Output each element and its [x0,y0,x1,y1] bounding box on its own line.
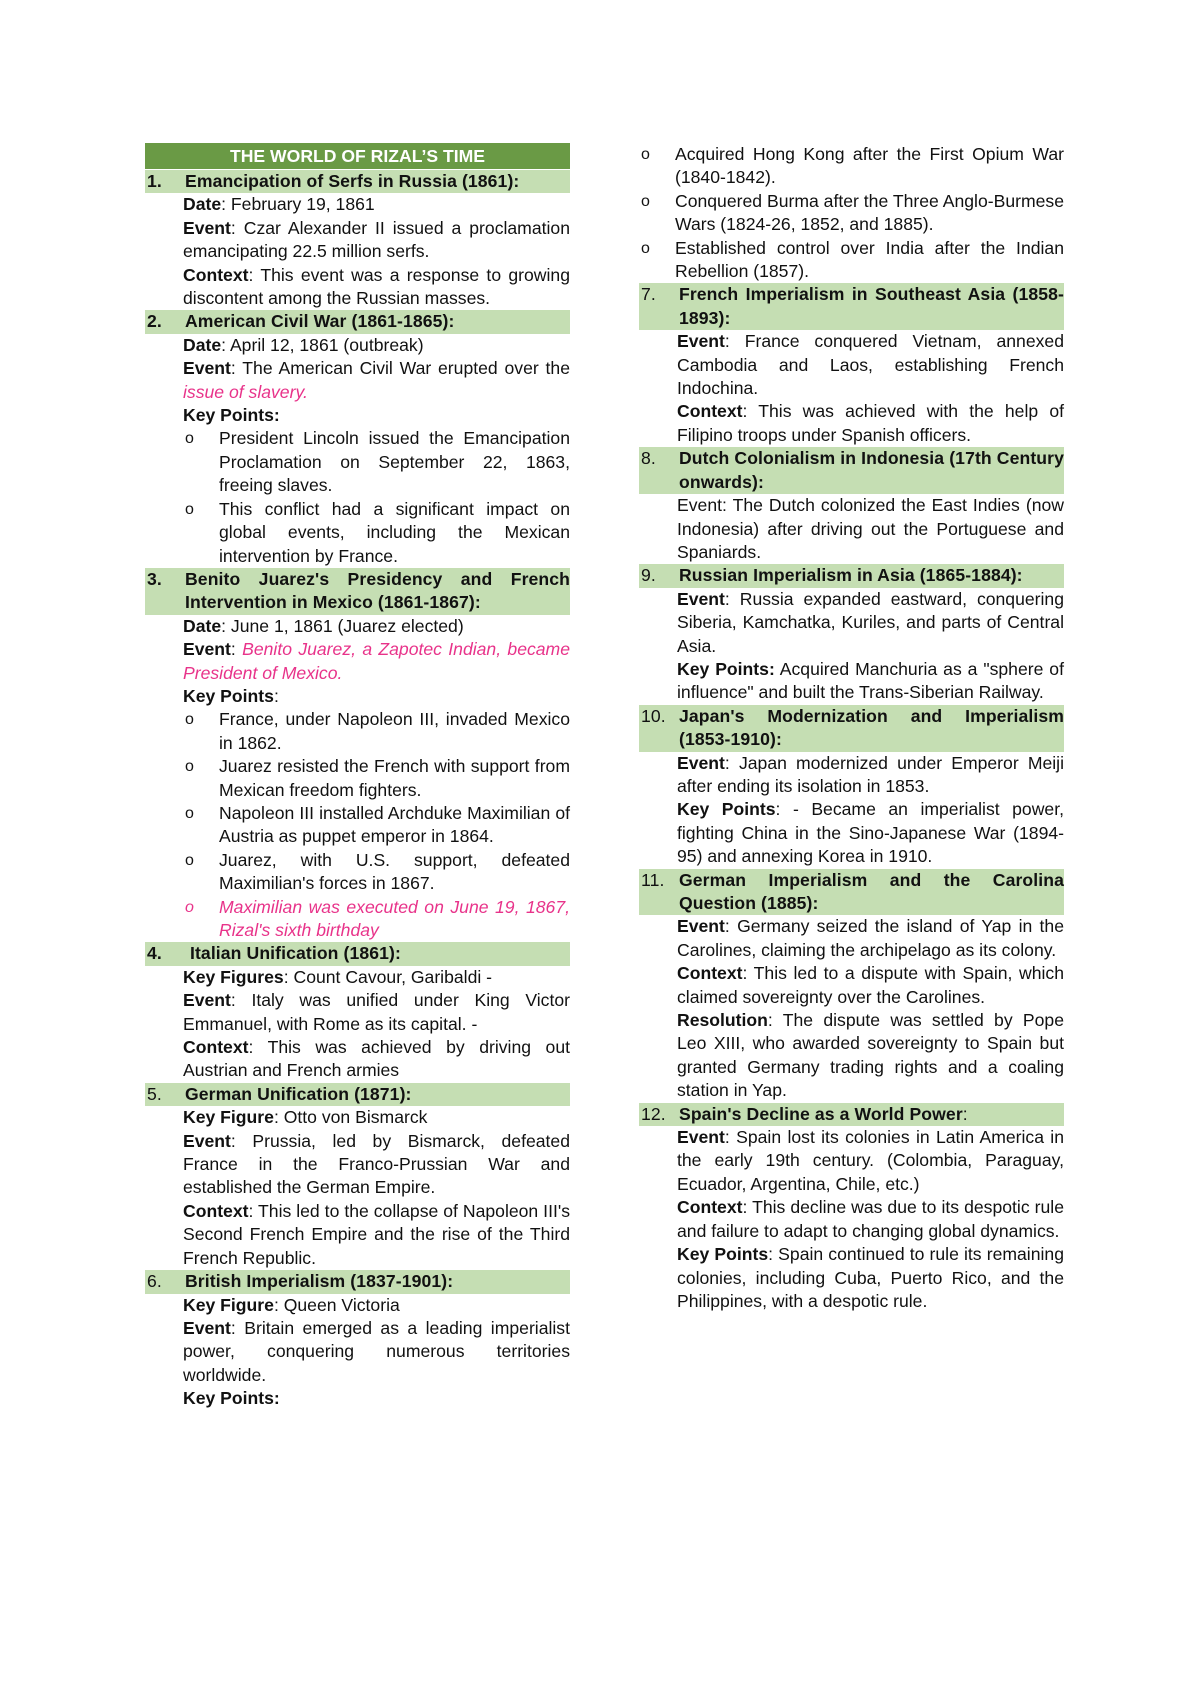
label: Event [183,1130,231,1151]
section-body-7 [639,330,1064,447]
section-body-4 [145,966,570,1083]
text: : February 19, 1861 [221,194,375,215]
section-heading-6 [145,1270,570,1293]
section-title: Japan's Modernization and Imperialism (1853-1910): [679,705,1064,750]
list-item: o This conflict had a significant impact on global events, including the Mexican intervention by France. [183,498,570,568]
section-body-8 [639,494,1064,564]
label: Event [677,1127,725,1148]
section-heading-4 [145,942,570,965]
section-title: British Imperialism (1837-1901): [185,1271,454,1292]
label: Event [677,588,725,609]
section-number: 5. [147,1083,162,1104]
label: Context [677,401,743,422]
section-title: Russian Imperialism in Asia (1865-1884): [679,565,1023,586]
section-title: Emancipation of Serfs in Russia (1861): [185,171,520,191]
label: Key Points [677,1244,769,1265]
text: : [962,1103,968,1124]
label: Event [677,752,725,773]
list-item: o Juarez, with U.S. support, defeated Maximilian's forces in 1867. [183,849,570,896]
label: Event [183,639,231,660]
label: Context [677,963,743,984]
list-item: o President Lincoln issued the Emancipation Proclamation on September 22, 1863, freeing slaves. [183,427,570,497]
text: : Queen Victoria [273,1294,400,1315]
label: Resolution [677,1010,768,1031]
text: : Prussia, led by Bismarck, defeated France in the Franco-Prussian War and established the German Empire. [183,1130,570,1198]
label: Context [677,1197,743,1218]
text: : This was achieved with the help of Filipino troops under Spanish officers. [677,401,1064,445]
section-body-5 [145,1106,570,1270]
section-heading-3 [145,568,570,615]
section-title: German Unification (1871): [185,1083,412,1104]
bullet-list [183,427,570,567]
label: Key Points: [183,1388,280,1409]
list-item: o Established control over India after the Indian Rebellion (1857). [639,237,1064,284]
text: : France conquered Vietnam, annexed Cambodia and Laos, establishing French Indochina. [677,331,1064,399]
section-body-6 [145,1294,570,1411]
text: : [273,685,279,706]
text: : Italy was unified under King Victor Emmanuel, with Rome as its capital. - [183,990,570,1034]
section-body-1 [145,193,570,310]
section-body-12 [639,1126,1064,1313]
text: : Russia expanded eastward, conquering Siberia, Kamchatka, Kuriles, and parts of Central Asia. [677,588,1064,656]
text: : This event was a response to growing discontent among the Russian masses. [183,264,570,309]
label: Event [183,990,231,1011]
left-column [145,143,570,1411]
section-heading-10 [639,705,1064,752]
section-number: 11. [641,869,665,890]
label: Date [183,615,222,636]
emphasis-text: Benito Juarez, a Zapotec Indian, became President of Mexico. [183,639,571,683]
text: : Japan modernized under Emperor Meiji after ending its isolation in 1853. [677,752,1064,796]
right-column [639,143,1064,1313]
text: Acquired Manchuria as a "sphere of influence" and built the Trans-Siberian Railway. [677,658,1064,703]
section-body-2 [145,334,570,568]
text: : Britain emerged as a leading imperialist power, conquering numerous territories worldwide. [183,1317,570,1385]
section-title: German Imperialism and the Carolina Question (1885): [679,869,1064,913]
label: Key Points [183,685,274,706]
section-heading-2 [145,310,570,333]
section-heading-7 [639,283,1064,330]
label: Key Points [677,799,776,820]
section-title: Dutch Colonialism in Indonesia (17th Century onwards): [679,448,1064,492]
list-item: o Maximilian was executed on June 19, 1867, Rizal's sixth birthday [183,896,570,943]
label: Event [677,916,725,937]
section-heading-5 [145,1083,570,1106]
text: : This led to the collapse of Napoleon III's Second French Empire and the rise of the Third French Republic. [183,1200,570,1268]
section-heading-1 [145,170,570,193]
text: : Count Cavour, Garibaldi - [283,966,493,987]
section-title: Italian Unification (1861): [185,943,401,964]
text: : This was achieved by driving out Austrian and French armies [183,1037,570,1081]
section-number: 9. [641,565,656,586]
label: Context [183,1037,249,1058]
label: Key Figure [183,1107,274,1128]
text: : The American Civil War erupted over the [230,358,570,379]
text: : Otto von Bismarck [273,1107,428,1128]
section-title: French Imperialism in Southeast Asia (1858-1893): [679,284,1064,328]
list-item: o France, under Napoleon III, invaded Mexico in 1862. [183,708,570,755]
section-title [679,1103,1064,1126]
label: Event [677,331,725,352]
section-number: 12. [641,1103,666,1124]
text: : Spain continued to rule its remaining colonies, including Cuba, Puerto Rico, and the Philippines, with a despotic rule. [677,1244,1064,1311]
section-title: Benito Juarez's Presidency and French Intervention in Mexico (1861-1867): [185,568,570,613]
label: Key Figure [183,1294,274,1315]
section-heading-8 [639,447,1064,494]
list-item: o Juarez resisted the French with support from Mexican freedom fighters. [183,755,570,802]
text: : Germany seized the island of Yap in the Carolines, claiming the archipelago as its colony. [677,916,1064,960]
list-item: o Acquired Hong Kong after the First Opium War (1840-1842). [639,143,1064,190]
text: : - Became an imperialist power, fighting China in the Sino-Japanese War (1894-95) and annexing Korea in 1910. [677,799,1064,867]
section-number: 6. [147,1271,162,1292]
section-number: 4. [147,943,162,964]
bullet-list [183,708,570,942]
text: : The dispute was settled by Pope Leo XIII, who awarded sovereignty to Spain but granted Germany trading rights and a coaling station in Yap. [677,1010,1064,1101]
section-body-9 [639,588,1064,705]
label: Key Points: [677,658,775,679]
list-item: o Napoleon III installed Archduke Maximilian of Austria as puppet emperor in 1864. [183,802,570,849]
text: : This decline was due to its despotic rule and failure to adapt to changing global dynamics. [677,1197,1064,1241]
emphasis-text: issue of slavery. [183,381,308,402]
section-body-3 [145,615,570,943]
section-number: 2. [147,311,162,332]
section-number: 7. [641,284,656,305]
label: Context [183,264,249,285]
document-title: THE WORLD OF RIZAL’S TIME [145,143,570,169]
text: : June 1, 1861 (Juarez elected) [221,615,464,636]
text: : Czar Alexander II issued a proclamation emancipating 22.5 million serfs. [183,217,570,262]
list-item: o Conquered Burma after the Three Anglo-Burmese Wars (1824-26, 1852, and 1885). [639,190,1064,237]
label: Key Points: [183,405,280,426]
label: Event [183,358,231,379]
label: Date [183,194,222,215]
section-heading-12 [639,1103,1064,1126]
section-number: 8. [641,448,656,469]
section-number: 10. [641,705,666,726]
section-body-11 [639,915,1064,1102]
section-body-10 [639,752,1064,869]
section-title: American Civil War (1861-1865): [185,311,455,332]
text: Event: The Dutch colonized the East Indies (now Indonesia) after driving out the Portuguese and Spaniards. [677,495,1064,562]
label: Event [183,1317,231,1338]
text: : Spain lost its colonies in Latin America in the early 19th century. (Colombia, Paraguay, Ecuador, Argentina, Chile, etc.) [677,1127,1064,1194]
section-number: 1. [147,171,162,191]
text: : This led to a dispute with Spain, which claimed sovereignty over the Carolines. [677,963,1064,1007]
label: Event [183,217,231,238]
text: : April 12, 1861 (outbreak) [221,334,424,355]
label: Date [183,334,222,355]
section-heading-11 [639,869,1064,916]
section-title-text: Spain's Decline as a World Power [679,1103,963,1124]
label: Context [183,1200,249,1221]
label: Key Figures [183,966,284,987]
text: : [230,639,243,660]
section-number: 3. [147,568,162,589]
section-heading-9 [639,564,1064,587]
bullet-list [639,143,1064,283]
